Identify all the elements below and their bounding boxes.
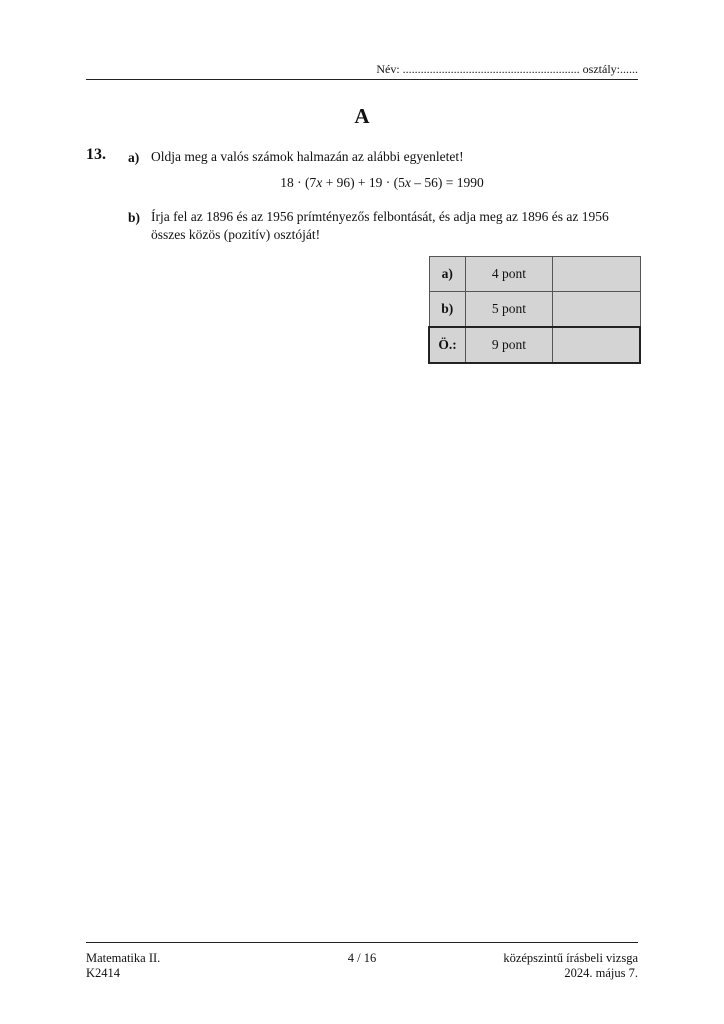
part-a-text: Oldja meg a valós számok halmazán az alábbi egyenletet!	[151, 149, 464, 164]
score-label: b)	[429, 292, 466, 328]
equation-part-1: 18 · (7	[280, 175, 317, 190]
footer-rule	[86, 942, 638, 943]
equation-variable-2: x	[404, 175, 411, 190]
score-row-a	[429, 257, 640, 292]
part-b-text-line-2: összes közös (pozitív) osztóját!	[151, 227, 321, 242]
equation-part-2: + 96) + 19 · (5	[322, 175, 405, 190]
score-box	[553, 327, 641, 363]
footer-page-number: 4 / 16	[347, 951, 377, 965]
equation-part-3: – 56) = 1990	[410, 175, 484, 190]
score-row-b	[429, 292, 640, 328]
score-box	[553, 292, 641, 328]
footer-subject: Matematika II.	[86, 951, 161, 965]
exam-version: A	[354, 104, 370, 128]
score-label: a)	[429, 257, 466, 292]
score-table	[428, 256, 641, 364]
score-points: 9 pont	[466, 327, 553, 363]
score-label: Ö.:	[429, 327, 466, 363]
footer-right	[503, 951, 638, 981]
score-points: 5 pont	[466, 292, 553, 328]
score-points: 4 pont	[466, 257, 553, 292]
score-row-total	[429, 327, 640, 363]
question-number: 13.	[86, 146, 106, 163]
header-rule	[86, 79, 638, 80]
part-a-label: a)	[128, 150, 140, 165]
equation-variable-1: x	[316, 175, 323, 190]
part-b-label: b)	[128, 210, 141, 225]
name-class-field: Név: ........................................................... osztály:......	[376, 62, 638, 76]
part-b-text-line-1: Írja fel az 1896 és az 1956 prímtényezős felbontását, és adja meg az 1896 és az 1956	[151, 209, 609, 224]
equation	[0, 175, 724, 191]
footer-left	[86, 951, 160, 981]
footer-exam-type: középszintű írásbeli vizsga	[503, 951, 638, 965]
score-box	[553, 257, 641, 292]
footer-date: 2024. május 7.	[564, 966, 638, 980]
footer-code: K2414	[86, 966, 121, 980]
